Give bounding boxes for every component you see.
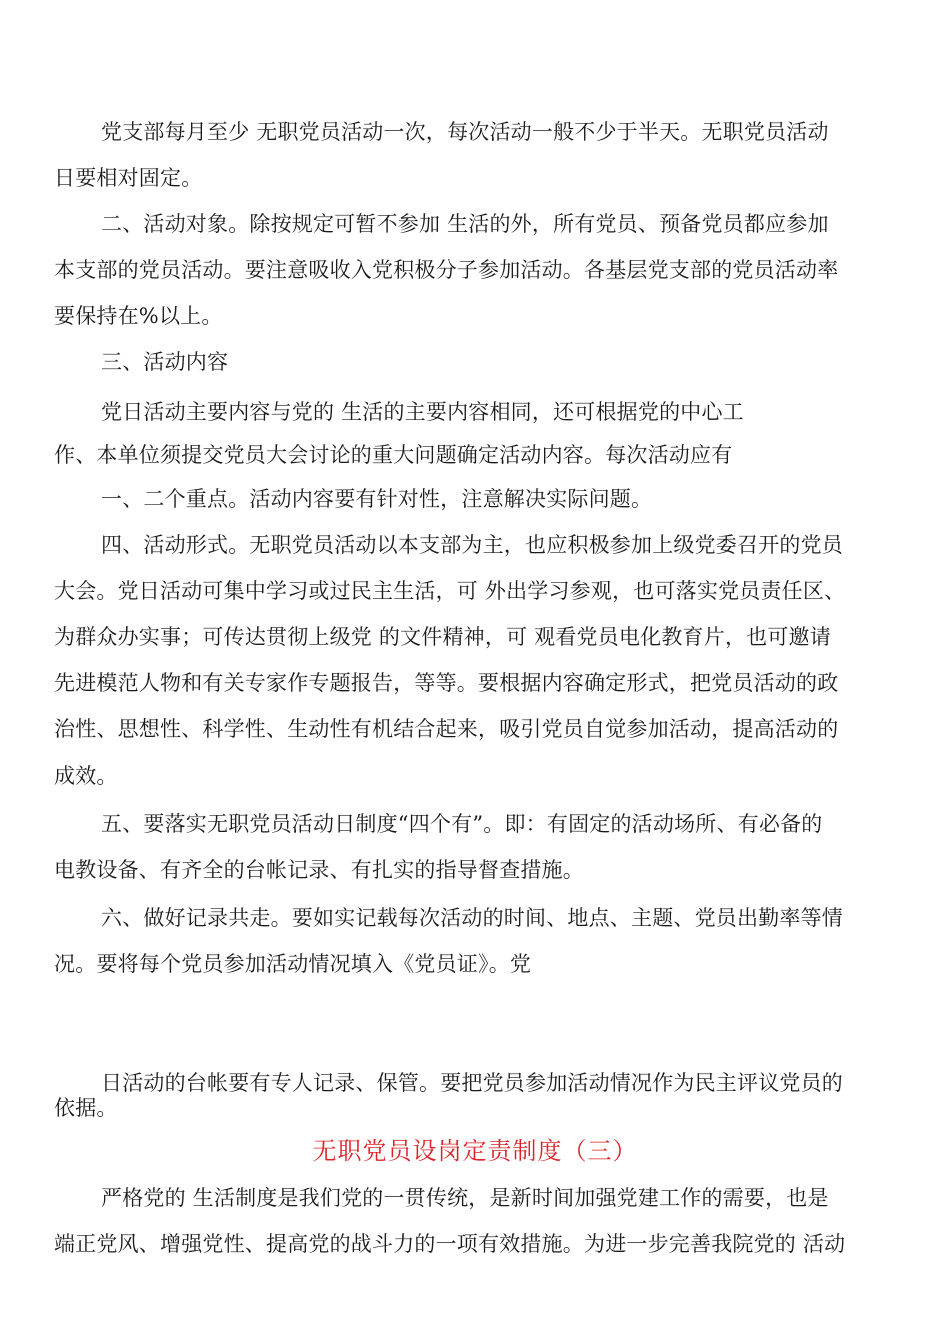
paragraph-line: 端正党风、增强党性、提高党的战斗力的一项有效措施。为进一步完善我院党的 活动: [54, 1232, 846, 1256]
paragraph-line: 先进模范人物和有关专家作专题报告，等等。要根据内容确定形式，把党员活动的政: [54, 671, 839, 695]
section-title: 无职党员设岗定责制度（三）: [312, 1137, 638, 1165]
paragraph-line: 大会。党日活动可集中学习或过民主生活，可 外出学习参观，也可落实党员责任区、: [54, 579, 846, 603]
paragraph-line: 五、要落实无职党员活动日制度“四个有”。即：有固定的活动场所、有必备的: [101, 812, 823, 836]
paragraph-line: 日要相对固定。: [54, 166, 203, 190]
paragraph-line: 严格党的 生活制度是我们党的一贯传统，是新时间加强党建工作的需要，也是: [101, 1186, 829, 1210]
paragraph-line: 党支部每月至少 无职党员活动一次，每次活动一般不少于半天。无职党员活动: [101, 120, 829, 144]
paragraph-line: 党日活动主要内容与党的 生活的主要内容相同，还可根据党的中心工: [101, 400, 744, 424]
paragraph-line: 二、活动对象。除按规定可暂不参加 生活的外，所有党员、预备党员都应参加: [101, 212, 829, 236]
section-heading: 三、活动内容: [101, 350, 229, 374]
paragraph-line: 治性、思想性、科学性、生动性有机结合起来，吸引党员自觉参加活动，提高活动的: [54, 717, 839, 741]
paragraph-line: 电教设备、有齐全的台帐记录、有扎实的指导督查措施。: [54, 858, 584, 882]
paragraph-line: 要保持在%以上。: [54, 304, 223, 328]
paragraph-line: 依据。: [54, 1096, 118, 1120]
paragraph-line: 日活动的台帐要有专人记录、保管。要把党员参加活动情况作为民主评议党员的: [101, 1071, 843, 1095]
paragraph-line: 六、做好记录共走。要如实记载每次活动的时间、地点、主题、党员出勤率等情: [101, 906, 843, 930]
paragraph-line: 为群众办实事；可传达贯彻上级党 的文件精神，可 观看党员电化教育片，也可邀请: [54, 625, 831, 649]
paragraph-line: 作、本单位须提交党员大会讨论的重大问题确定活动内容。每次活动应有: [54, 443, 733, 467]
paragraph-line: 况。要将每个党员参加活动情况填入《党员证》。党: [54, 952, 532, 976]
paragraph-line: 成效。: [54, 764, 118, 788]
paragraph-line: 四、活动形式。无职党员活动以本支部为主，也应积极参加上级党委召开的党员: [101, 533, 843, 557]
paragraph-line: 本支部的党员活动。要注意吸收入党积极分子参加活动。各基层党支部的党员活动率: [54, 258, 839, 282]
paragraph-line: 一、二个重点。活动内容要有针对性，注意解决实际问题。: [101, 487, 653, 511]
